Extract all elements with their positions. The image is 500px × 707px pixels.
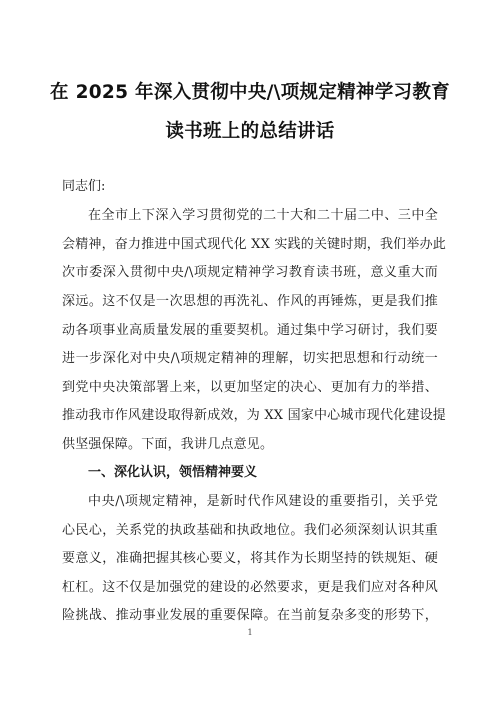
section-heading-1: 一、深化认识，领悟精神要义	[88, 465, 258, 480]
salutation: 同志们:	[62, 179, 106, 194]
paragraph-1-line: 到党中央决策部署上来，以更加坚定的决心、更加有力的举措、	[62, 380, 438, 395]
paragraph-1-line: 供坚强保障。下面，我讲几点意见。	[62, 437, 274, 452]
paragraph-2-line: 险挑战、推动事业发展的重要保障。在当前复杂多变的形势下，	[62, 608, 438, 623]
paragraph-2-line: 杠杠。这不仅是加强党的建设的必然要求，更是我们应对各种风	[62, 580, 438, 595]
paragraph-2-line: 要意义，准确把握其核心要义，将其作为长期坚持的铁规矩、硬	[62, 551, 438, 566]
page-number: 1	[247, 628, 253, 637]
paragraph-2-line: 心民心，关系党的执政基础和执政地位。我们必须深刻认识其重	[62, 523, 438, 538]
paragraph-1-line: 推动我市作风建设取得新成效，为 XX 国家中心城市现代化建设提	[62, 408, 446, 423]
paragraph-1-line: 会精神，奋力推进中国式现代化 XX 实践的关键时期，我们举办此	[62, 237, 446, 252]
paragraph-1-line: 进一步深化对中央/\项规定精神的理解，切实把思想和行动统一	[62, 351, 438, 366]
paragraph-1-line: 深远。这不仅是一次思想的再洗礼、作风的再锤炼，更是我们推	[62, 294, 438, 309]
title-line-1: 在 2025 年深入贯彻中央/\项规定精神学习教育	[50, 82, 450, 103]
paragraph-1-line: 动各项事业高质量发展的重要契机。通过集中学习研讨，我们要	[62, 323, 438, 338]
paragraph-1-line: 在全市上下深入学习贯彻党的二十大和二十届二中、三中全	[88, 208, 438, 223]
paragraph-2-line: 中央/\项规定精神，是新时代作风建设的重要指引，关乎党	[88, 494, 438, 509]
title-line-2: 读书班上的总结讲话	[165, 121, 335, 142]
paragraph-1-line: 次市委深入贯彻中央/\项规定精神学习教育读书班，意义重大而	[62, 265, 438, 280]
